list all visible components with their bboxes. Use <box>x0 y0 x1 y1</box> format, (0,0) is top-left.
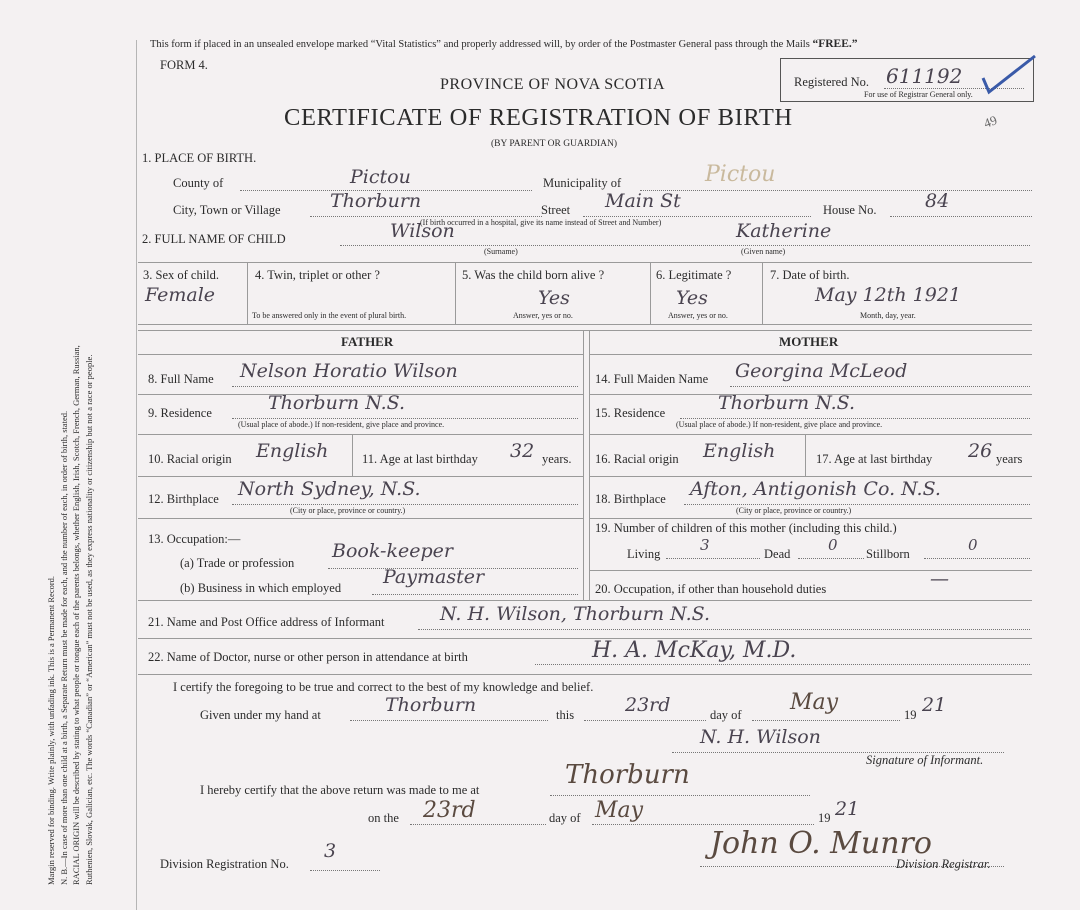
mother-residence-note: (Usual place of abode.) If non-resident, give place and province. <box>676 420 883 429</box>
margin-divider <box>136 40 137 910</box>
dead-value: 0 <box>828 536 838 554</box>
mailing-notice-text: This form if placed in an unsealed envelope marked “Vital Statistics” and properly addressed will, by order of the Postmaster General pass through the Mails <box>150 39 810 50</box>
registrar-day-of-label: day of <box>549 811 581 825</box>
place-heading: 1. PLACE OF BIRTH. <box>142 151 257 165</box>
rule <box>138 324 1032 325</box>
doctor-value: H. A. McKay, M.D. <box>592 638 797 663</box>
field-line <box>730 386 1030 387</box>
field-line <box>232 418 578 419</box>
given-name-note: (Given name) <box>741 247 786 256</box>
given-month: May <box>790 690 839 715</box>
city-label: City, Town or Village <box>173 203 281 217</box>
informant-signature: N. H. Wilson <box>700 726 821 748</box>
house-value: 84 <box>925 190 950 212</box>
rule <box>138 476 583 477</box>
living-label: Living <box>627 547 661 561</box>
rule <box>138 518 583 519</box>
mailing-notice <box>150 38 857 50</box>
division-label: Division Registration No. <box>160 857 289 871</box>
margin-line: N. B.—In case of more than one child at a birth, a Separate Return must be made for each, and the number of each, in order of birth, stated. <box>58 410 69 885</box>
registrar-text: I hereby certify that the above return was made to me at <box>200 783 480 797</box>
registered-note: For use of Registrar General only. <box>864 90 973 99</box>
mother-age-label: 17. Age at last birthday <box>816 452 933 466</box>
trade-value: Book-keeper <box>332 540 453 562</box>
mother-occupation-value: — <box>930 568 949 590</box>
mother-residence-value: Thorburn N.S. <box>718 392 856 414</box>
rule <box>589 434 1032 435</box>
mother-heading: MOTHER <box>779 334 839 349</box>
house-line <box>890 216 1032 217</box>
page-title: CERTIFICATE OF REGISTRATION OF BIRTH <box>284 104 793 131</box>
given-place: Thorburn <box>385 694 477 716</box>
registered-label: Registered No. <box>794 75 869 89</box>
child-name-line <box>340 245 1030 246</box>
dead-label: Dead <box>764 547 791 561</box>
field-line <box>680 418 1030 419</box>
rule <box>805 434 806 476</box>
rule <box>138 638 1032 639</box>
legitimate-value: Yes <box>676 287 708 309</box>
registrar-year-prefix: 19 <box>818 811 831 825</box>
certify-text: I certify the foregoing to be true and correct to the best of my knowledge and belief. <box>173 680 594 694</box>
father-racial-value: English <box>256 440 329 462</box>
father-birthplace-value: North Sydney, N.S. <box>238 478 421 500</box>
informant-value: N. H. Wilson, Thorburn N.S. <box>440 603 711 625</box>
field-line <box>372 594 578 595</box>
mailing-notice-free: “FREE.” <box>812 38 858 50</box>
this-label: this <box>556 708 575 722</box>
father-birthplace-label: 12. Birthplace <box>148 492 219 506</box>
division-number: 3 <box>324 840 337 862</box>
living-value: 3 <box>700 536 710 554</box>
street-note: (If birth occurred in a hospital, give its name instead of Street and Number) <box>420 218 662 227</box>
father-residence-value: Thorburn N.S. <box>268 392 406 414</box>
business-label: (b) Business in which employed <box>180 581 342 595</box>
father-age-label: 11. Age at last birthday <box>362 452 478 466</box>
field-line <box>684 504 1030 505</box>
rule <box>138 262 1032 263</box>
stillborn-value: 0 <box>968 536 978 554</box>
street-value: Main St <box>605 190 681 212</box>
field-line <box>535 664 1030 665</box>
trade-label: (a) Trade or profession <box>180 556 295 570</box>
sex-value: Female <box>145 284 216 306</box>
father-birthplace-note: (City or place, province or country.) <box>290 506 406 515</box>
registrar-signature: John O. Munro <box>710 826 932 861</box>
child-name-label: 2. FULL NAME OF CHILD <box>142 232 286 246</box>
mother-birthplace-note: (City or place, province or country.) <box>736 506 852 515</box>
county-value: Pictou <box>350 166 411 188</box>
child-surname: Wilson <box>390 220 455 242</box>
rule <box>138 330 1032 331</box>
rule <box>138 354 583 355</box>
mother-name-label: 14. Full Maiden Name <box>595 372 709 386</box>
sex-label: 3. Sex of child. <box>143 268 220 282</box>
rule <box>455 262 456 324</box>
field-line <box>550 795 810 796</box>
legitimate-note: Answer, yes or no. <box>668 311 728 320</box>
registered-number: 611192 <box>886 64 963 88</box>
mother-age-unit: years <box>996 452 1023 466</box>
mother-birthplace-value: Afton, Antigonish Co. N.S. <box>690 478 941 500</box>
rule <box>352 434 353 476</box>
field-line <box>584 720 706 721</box>
informant-signature-label: Signature of Informant. <box>866 753 984 767</box>
field-line <box>752 720 900 721</box>
field-line <box>350 720 548 721</box>
given-day: 23rd <box>625 694 671 716</box>
father-racial-label: 10. Racial origin <box>148 452 232 466</box>
city-value: Thorburn <box>330 190 422 212</box>
registrar-place: Thorburn <box>565 760 690 790</box>
margin-instructions <box>45 25 95 885</box>
binding-margin <box>0 0 140 910</box>
city-line <box>310 216 542 217</box>
margin-line: Margin reserved for binding. Write plainly, with unfading ink. This is a Permanent Record. <box>46 575 56 885</box>
mother-racial-label: 16. Racial origin <box>595 452 679 466</box>
province-heading: PROVINCE OF NOVA SCOTIA <box>440 76 666 93</box>
dob-note: Month, day, year. <box>860 311 916 320</box>
doctor-label: 22. Name of Doctor, nurse or other person in attendance at birth <box>148 650 468 664</box>
children-label: 19. Number of children of this mother (including this child.) <box>595 521 897 535</box>
rule <box>589 570 1032 571</box>
form-number: FORM 4. <box>160 58 208 72</box>
rule <box>247 262 248 324</box>
page-subtitle: (BY PARENT OR GUARDIAN) <box>491 139 618 149</box>
given-day-of-label: day of <box>710 708 742 722</box>
dob-label: 7. Date of birth. <box>770 268 850 282</box>
dob-value: May 12th 1921 <box>815 284 961 306</box>
rule <box>138 674 1032 675</box>
twin-label: 4. Twin, triplet or other ? <box>255 268 380 282</box>
alive-value: Yes <box>538 287 570 309</box>
street-line <box>583 216 811 217</box>
street-label: Street <box>541 203 571 217</box>
alive-note: Answer, yes or no. <box>513 311 573 320</box>
father-residence-label: 9. Residence <box>148 406 212 420</box>
mother-racial-value: English <box>703 440 776 462</box>
municipality-value: Pictou <box>705 162 776 187</box>
rule <box>589 330 590 600</box>
mother-name-value: Georgina McLeod <box>735 360 908 382</box>
field-line <box>798 558 864 559</box>
legitimate-label: 6. Legitimate ? <box>656 268 732 282</box>
surname-note: (Surname) <box>484 247 518 256</box>
rule <box>583 330 584 600</box>
municipality-line <box>640 190 1032 191</box>
father-name-label: 8. Full Name <box>148 372 214 386</box>
municipality-label: Municipality of <box>543 176 622 190</box>
registrar-year: 21 <box>835 798 860 820</box>
margin-line: RACIAL ORIGIN will be described by stating to what people or tongue each of the parents belongs, whether English, Irish, Scotch, French, German, Russian, <box>71 345 81 885</box>
given-label: Given under my hand at <box>200 708 321 722</box>
rule <box>589 476 1032 477</box>
twin-note: To be answered only in the event of plural birth. <box>252 311 407 320</box>
given-year-prefix: 19 <box>904 708 917 722</box>
margin-line: Ruthenien, Slovak, Galician, etc. The words “Canadian” or “American” must not be used, as they express nationality or citizenship but not a race or people. <box>83 354 94 885</box>
informant-label: 21. Name and Post Office address of Informant <box>148 615 385 629</box>
field-line <box>410 824 546 825</box>
field-line <box>924 558 1030 559</box>
registrar-day: 23rd <box>423 798 476 823</box>
house-label: House No. <box>823 203 877 217</box>
occupation-label: 13. Occupation:— <box>148 532 241 546</box>
rule <box>589 354 1032 355</box>
rule <box>138 600 1032 601</box>
father-heading: FATHER <box>341 334 394 349</box>
rule <box>762 262 763 324</box>
rule <box>650 262 651 324</box>
given-year: 21 <box>922 694 947 716</box>
on-label: on the <box>368 811 399 825</box>
rule <box>589 518 1032 519</box>
field-line <box>666 558 760 559</box>
mother-residence-label: 15. Residence <box>595 406 666 420</box>
county-label: County of <box>173 176 224 190</box>
field-line <box>232 386 578 387</box>
father-age-unit: years. <box>542 452 572 466</box>
registrar-signature-label: Division Registrar. <box>896 857 991 871</box>
field-line <box>418 629 1030 630</box>
field-line <box>232 504 578 505</box>
mother-birthplace-label: 18. Birthplace <box>595 492 666 506</box>
mother-age-value: 26 <box>968 440 993 462</box>
field-line <box>310 870 380 871</box>
rule <box>138 434 583 435</box>
stamp-mark: 49 <box>981 112 1000 131</box>
father-name-value: Nelson Horatio Wilson <box>240 360 458 382</box>
mother-occupation-label: 20. Occupation, if other than household duties <box>595 582 827 596</box>
child-given-name: Katherine <box>736 220 832 242</box>
stillborn-label: Stillborn <box>866 547 910 561</box>
check-mark-icon <box>975 48 1050 103</box>
business-value: Paymaster <box>383 566 485 588</box>
registrar-month: May <box>595 798 644 823</box>
alive-label: 5. Was the child born alive ? <box>462 268 605 282</box>
father-age-value: 32 <box>510 440 535 462</box>
father-residence-note: (Usual place of abode.) If non-resident, give place and province. <box>238 420 445 429</box>
field-line <box>592 824 814 825</box>
